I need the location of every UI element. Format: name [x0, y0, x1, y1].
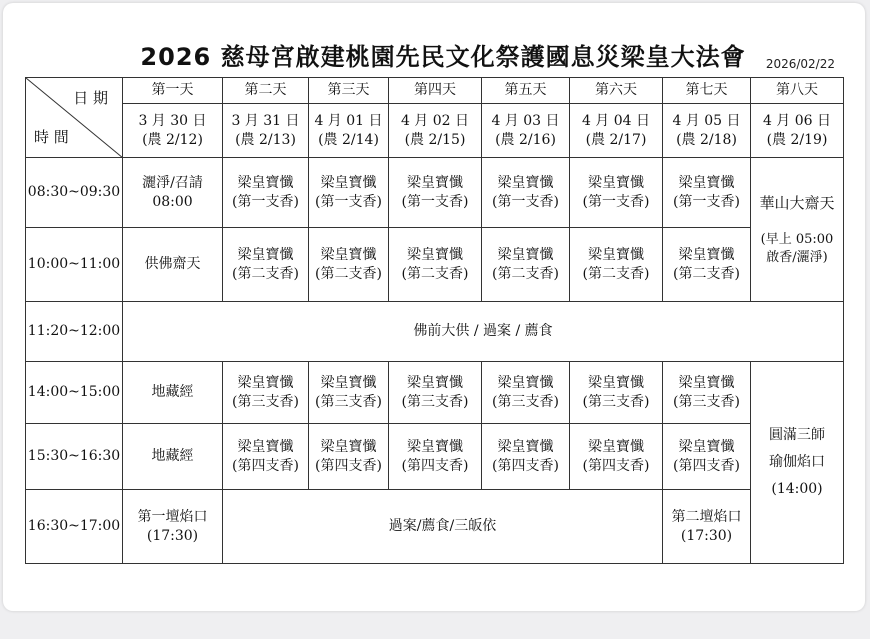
- day-date-cell: [663, 104, 751, 158]
- session-cell: [389, 424, 482, 490]
- session-cell: [223, 362, 309, 424]
- session-cell: [482, 424, 570, 490]
- session-stick: (第四支香): [582, 457, 650, 474]
- time-slot: 11:20~12:00: [26, 302, 123, 362]
- day1-opening-cell: [123, 158, 223, 228]
- session-cell: [570, 158, 663, 228]
- day1-offering-cell: 供佛齋天: [123, 228, 223, 302]
- lunar-date: (農 2/15): [404, 131, 466, 148]
- solar-date: 4 月 01 日: [314, 112, 383, 129]
- day8-morning-cell: [751, 158, 844, 302]
- session-cell: [663, 424, 751, 490]
- session-title: 梁皇寶懺: [588, 246, 644, 263]
- flaming-mouth-title: 第二壇焰口: [671, 508, 742, 525]
- solar-date: 4 月 04 日: [581, 112, 651, 129]
- day-header: 第六天: [570, 78, 663, 104]
- session-title: 梁皇寶懺: [678, 174, 735, 191]
- session-title: 梁皇寶懺: [407, 438, 463, 455]
- session-stick: (第二支香): [401, 265, 469, 282]
- session-stick: (第三支香): [673, 393, 740, 410]
- lunar-date: (農 2/14): [318, 131, 379, 148]
- session-stick: (第四支香): [315, 457, 382, 474]
- session-title: 梁皇寶懺: [588, 374, 644, 391]
- session-cell: [663, 158, 751, 228]
- session-stick: (第一支香): [673, 193, 740, 210]
- session-stick: (第二支香): [492, 265, 559, 282]
- session-title: 梁皇寶懺: [237, 438, 294, 455]
- schedule-table: [25, 77, 844, 564]
- session-title: 梁皇寶懺: [320, 438, 377, 455]
- day1-sutra-cell: 地藏經: [123, 362, 223, 424]
- day8-afternoon-cell: [751, 362, 844, 564]
- session-title: 梁皇寶懺: [497, 174, 554, 191]
- session-title: 梁皇寶懺: [588, 438, 644, 455]
- solar-date: 4 月 06 日: [762, 112, 832, 129]
- lunar-date: (農 2/18): [676, 131, 737, 148]
- session-title: 梁皇寶懺: [320, 374, 377, 391]
- session-cell: [309, 228, 389, 302]
- schedule-sheet: [3, 3, 865, 611]
- flaming-mouth-time: (17:30): [680, 527, 733, 544]
- day-header: 第四天: [389, 78, 482, 104]
- session-title: 梁皇寶懺: [320, 246, 377, 263]
- session-stick: (第三支香): [492, 393, 559, 410]
- session-title: 梁皇寶懺: [588, 174, 644, 191]
- session-title: 梁皇寶懺: [678, 246, 735, 263]
- session-stick: (第四支香): [492, 457, 559, 474]
- day1-sutra-cell: 地藏經: [123, 424, 223, 490]
- session-stick: (第二支香): [232, 265, 299, 282]
- day-date-cell: [223, 104, 309, 158]
- session-cell: [389, 158, 482, 228]
- session-title: 梁皇寶懺: [497, 374, 554, 391]
- session-title: 梁皇寶懺: [237, 246, 294, 263]
- session-stick: (第三支香): [582, 393, 650, 410]
- session-cell: [223, 424, 309, 490]
- session-cell: [389, 362, 482, 424]
- session-title: 梁皇寶懺: [407, 174, 463, 191]
- flaming-mouth-time: (17:30): [146, 527, 199, 544]
- day-header: 第七天: [663, 78, 751, 104]
- day8-afternoon-line: 瑜伽焰口: [769, 454, 825, 471]
- date-axis-label: 日 期: [73, 89, 108, 107]
- day-header: 第八天: [751, 78, 844, 104]
- session-stick: (第四支香): [673, 457, 740, 474]
- solar-date: 3 月 30 日: [138, 112, 207, 129]
- session-title: 梁皇寶懺: [497, 438, 554, 455]
- lunar-date: (農 2/12): [142, 131, 203, 148]
- session-cell: [570, 424, 663, 490]
- session-stick: (第四支香): [401, 457, 469, 474]
- session-cell: [223, 158, 309, 228]
- day-header: 第二天: [223, 78, 309, 104]
- day-date-cell: [751, 104, 844, 158]
- noon-offering-row: 佛前大供 / 過案 / 薦食: [123, 302, 844, 362]
- session-cell: [389, 228, 482, 302]
- day8-morning-note: (早上 05:00: [760, 232, 834, 248]
- day-date-cell: [482, 104, 570, 158]
- session-title: 梁皇寶懺: [678, 438, 735, 455]
- day-header: 第五天: [482, 78, 570, 104]
- session-stick: (第一支香): [492, 193, 559, 210]
- solar-date: 4 月 02 日: [400, 112, 470, 129]
- cleansing-label: 灑淨/召請: [142, 174, 203, 191]
- session-stick: (第一支香): [315, 193, 382, 210]
- time-slot: 08:30~09:30: [26, 158, 123, 228]
- session-stick: (第四支香): [232, 457, 299, 474]
- page-title: 2026 慈母宮啟建桃園先民文化祭護國息災梁皇大法會: [140, 43, 746, 71]
- day7-flaming-mouth-cell: [663, 490, 751, 564]
- solar-date: 3 月 31 日: [231, 112, 300, 129]
- session-title: 梁皇寶懺: [320, 174, 377, 191]
- session-cell: [482, 228, 570, 302]
- day-date-cell: [123, 104, 223, 158]
- session-cell: [309, 158, 389, 228]
- day8-morning-note: 啟香/灑淨): [766, 249, 828, 265]
- session-cell: [663, 228, 751, 302]
- session-title: 梁皇寶懺: [678, 374, 735, 391]
- session-cell: [663, 362, 751, 424]
- session-title: 梁皇寶懺: [237, 374, 294, 391]
- session-stick: (第一支香): [232, 193, 299, 210]
- session-cell: [309, 362, 389, 424]
- time-slot: 10:00~11:00: [26, 228, 123, 302]
- session-cell: [570, 362, 663, 424]
- lunar-date: (農 2/13): [235, 131, 296, 148]
- lunar-date: (農 2/19): [766, 131, 828, 148]
- session-title: 梁皇寶懺: [237, 174, 294, 191]
- day-date-cell: [309, 104, 389, 158]
- solar-date: 4 月 03 日: [491, 112, 560, 129]
- time-slot: 15:30~16:30: [26, 424, 123, 490]
- session-cell: [482, 158, 570, 228]
- day8-afternoon-time: (14:00): [771, 480, 823, 497]
- session-stick: (第二支香): [315, 265, 382, 282]
- lunar-date: (農 2/16): [495, 131, 556, 148]
- time-axis-label: 時 間: [34, 127, 69, 146]
- header-corner: [26, 78, 123, 158]
- day-header: 第一天: [123, 78, 223, 104]
- session-stick: (第三支香): [232, 393, 299, 410]
- closing-rites-row: 過案/薦食/三皈依: [223, 490, 663, 564]
- flaming-mouth-title: 第一壇焰口: [137, 508, 208, 525]
- session-stick: (第三支香): [315, 393, 382, 410]
- day8-afternoon-line: 圓滿三師: [769, 427, 825, 444]
- day-date-cell: [570, 104, 663, 158]
- session-title: 梁皇寶懺: [497, 246, 554, 263]
- session-stick: (第一支香): [401, 193, 469, 210]
- session-cell: [223, 228, 309, 302]
- session-stick: (第三支香): [401, 393, 469, 410]
- session-title: 梁皇寶懺: [407, 374, 463, 391]
- day-header: 第三天: [309, 78, 389, 104]
- session-stick: (第一支香): [582, 193, 650, 210]
- session-stick: (第二支香): [673, 265, 740, 282]
- day-date-cell: [389, 104, 482, 158]
- document-date: 2026/02/22: [765, 57, 835, 71]
- day1-flaming-mouth-cell: [123, 490, 223, 564]
- session-cell: [309, 424, 389, 490]
- session-stick: (第二支香): [582, 265, 650, 282]
- solar-date: 4 月 05 日: [672, 112, 741, 129]
- cleansing-time: 08:00: [152, 193, 193, 210]
- session-title: 梁皇寶懺: [407, 246, 463, 263]
- session-cell: [570, 228, 663, 302]
- time-slot: 14:00~15:00: [26, 362, 123, 424]
- day8-morning-title: 華山大齋天: [759, 193, 835, 212]
- lunar-date: (農 2/17): [585, 131, 647, 148]
- time-slot: 16:30~17:00: [26, 490, 123, 564]
- session-cell: [482, 362, 570, 424]
